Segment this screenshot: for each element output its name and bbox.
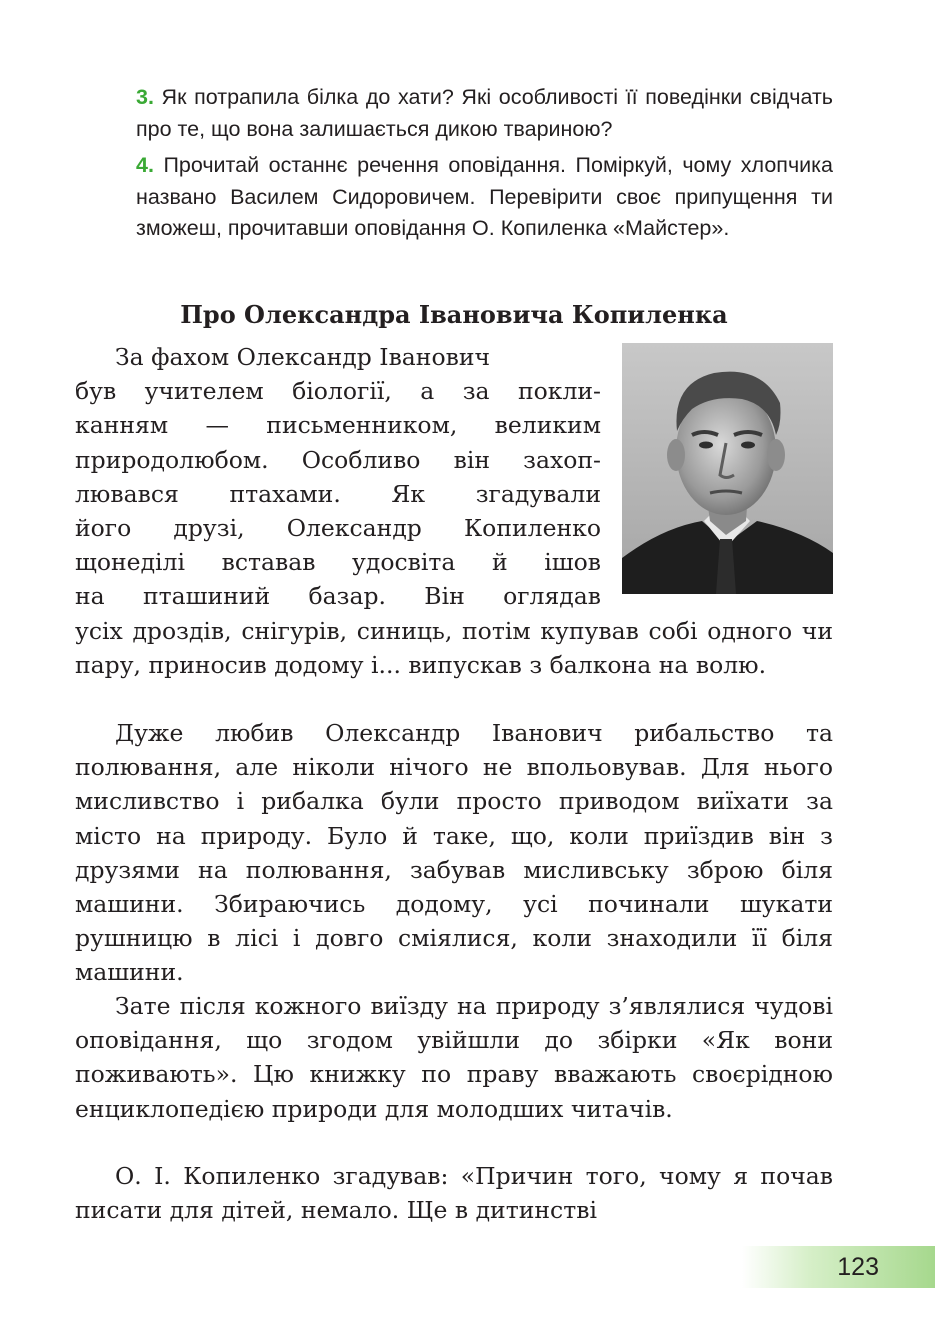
question-text: Як потрапила білка до хати? Які особливості її поведінки свідчать про те, що вона залишається дикою твариною? bbox=[136, 85, 833, 141]
text-line: лювався птахами. Як згадували bbox=[75, 479, 601, 508]
text-line: щонеділі вставав удосвіта й ішов bbox=[75, 548, 601, 577]
author-portrait bbox=[622, 343, 833, 594]
question-4 bbox=[136, 150, 833, 245]
questions-block bbox=[136, 82, 833, 250]
portrait-photo bbox=[622, 343, 833, 594]
question-number: 3. bbox=[136, 85, 154, 109]
page-number-tab bbox=[742, 1246, 935, 1288]
text-line: був учителем біології, а за покли- bbox=[75, 377, 601, 406]
question-3 bbox=[136, 82, 833, 145]
paragraph-stories: Зате після кожного виїзду на природу з’являлися чудові оповідання, що згодом увійшли до збірки «Як вони поживають». Цю книжку по праву вважають своєрідною енциклопедією природи для молодших читачів. bbox=[75, 992, 833, 1123]
section-title: Про Олександра Івановича Копиленка bbox=[180, 300, 728, 329]
text-line: канням — письменником, великим bbox=[75, 411, 601, 440]
text-line: його друзі, Олександр Копиленко bbox=[75, 514, 601, 543]
question-text: Прочитай останнє речення оповідання. Поміркуй, чому хлопчика названо Василем Сидоровичем. Перевірити своє припущення ти зможеш, прочитавши оповідання О. Копиленка «Майстер». bbox=[136, 153, 833, 240]
paragraph-quote: О. І. Копиленко згадував: «Причин того, чому я почав писати для дітей, немало. Ще в дитинстві bbox=[75, 1162, 833, 1225]
paragraph-hunting: Дуже любив Олександр Іванович рибальство та полювання, але ніколи нічого не впольовував. Для нього мисливство і рибалка були просто приводом виїхати за місто на природу. Було й таке, що, коли приїздив він з друзями на полювання, забував мисливську зброю біля машини. Збираючись додому, усі починали шукати рушницю в лісі і довго сміялися, коли знаходили її біля машини. bbox=[75, 719, 833, 987]
question-number: 4. bbox=[136, 153, 154, 177]
text-line: на пташиний базар. Він оглядав bbox=[75, 582, 601, 611]
wrapped-paragraph bbox=[75, 340, 601, 614]
paragraph-continuation: усіх дроздів, снігурів, синиць, потім купував собі одного чи пару, приносив додому і... випускав з балкона на волю. bbox=[75, 617, 833, 680]
text-line: За фахом Олександр Іванович bbox=[115, 343, 491, 371]
text-line: природолюбом. Особливо він захоп- bbox=[75, 445, 601, 474]
page-number: 123 bbox=[837, 1253, 879, 1281]
